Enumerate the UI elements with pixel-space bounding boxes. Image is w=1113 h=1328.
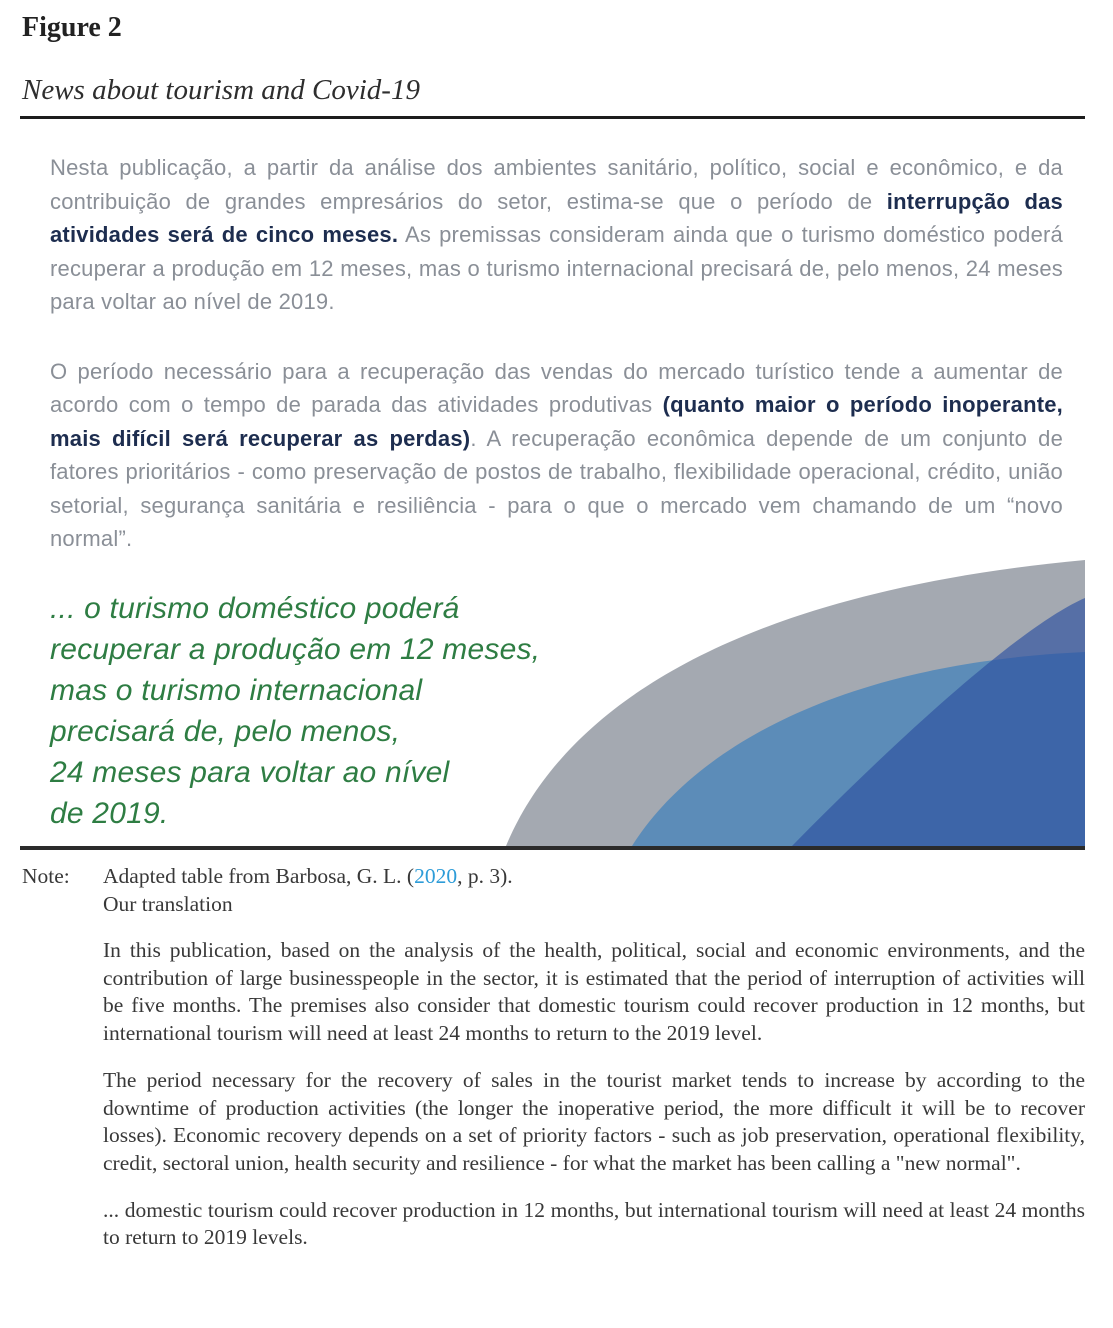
note-translation-row bbox=[0, 890, 1085, 918]
pull-quote-line: de 2019. bbox=[50, 796, 169, 830]
paragraph-2-text: O período necessário para a recuperação das vendas do mercado turístico tende a aumentar de acordo com o tempo de parada das atividades produtivas bbox=[50, 358, 1063, 417]
paragraph-1-text-after: As premissas consideram ainda que o turismo doméstico poderá recuperar a produção em 12 meses, mas o turismo internacional precisará de, pelo menos, 24 meses para voltar ao nível de 2019. bbox=[50, 222, 1063, 314]
pull-quote-line: recuperar a produção em 12 meses, bbox=[50, 632, 541, 666]
figure-label: Figure 2 bbox=[22, 12, 122, 43]
translation-paragraph-3: ... domestic tourism could recover production in 12 months, but international tourism will need at least 24 months to return to 2019 levels. bbox=[103, 1197, 1085, 1250]
figure-body bbox=[20, 119, 1085, 850]
translation-paragraph-1: In this publication, based on the analysis of the health, political, social and economic environments, and the contribution of large businesspeople in the sector, it is estimated that the period of interruption of activities will be five months. The premises also consider that domestic tourism could recover production in 12 months, but international tourism will need at least 24 months to return to the 2019 level. bbox=[103, 938, 1085, 1046]
portuguese-paragraph-2 bbox=[50, 319, 1063, 556]
paragraph-1-text: Nesta publicação, a partir da análise dos ambientes sanitário, político, social e econômico, e da contribuição de grandes empresários do setor, estima-se que o período de bbox=[50, 155, 1063, 214]
translation-paragraph-2: The period necessary for the recovery of sales in the tourist market tends to increase by according to the downtime of production activities (the longer the inoperative period, the more difficult it will be to recover losses). Economic recovery depends on a set of priority factors - such as job preservation, operational flexibility, credit, sectoral union, health security and resilience - for what the market has been calling a "new normal". bbox=[103, 1067, 1085, 1175]
citation-year-link[interactable]: 2020 bbox=[414, 864, 458, 888]
pull-quote bbox=[50, 588, 1063, 834]
citation-text-after: , p. 3). bbox=[457, 864, 513, 888]
note-citation bbox=[103, 862, 1085, 890]
pull-quote-line: mas o turismo internacional bbox=[50, 673, 423, 707]
note-label: Note: bbox=[22, 864, 70, 888]
paragraph-2-bold-text: (quanto maior o período inoperante, mais difícil será recuperar as perdas) bbox=[50, 392, 1063, 451]
note-section bbox=[0, 862, 1085, 1252]
citation-text: Adapted table from Barbosa, G. L. ( bbox=[103, 864, 415, 888]
pull-quote-line: ... o turismo doméstico poderá bbox=[50, 591, 460, 625]
paragraph-2-text-after: . A recuperação econômica depende de um conjunto de fatores prioritários - como preservação de postos de trabalho, flexibilidade operacional, crédito, união setorial, segurança sanitária e resiliência - para o que o mercado vem chamando de um “novo normal”. bbox=[50, 425, 1064, 551]
translation-label: Our translation bbox=[103, 892, 233, 916]
figure-title: News about tourism and Covid-19 bbox=[22, 74, 420, 106]
portuguese-paragraph-1 bbox=[50, 119, 1063, 319]
pull-quote-line: precisará de, pelo menos, bbox=[50, 714, 401, 748]
note-citation-row bbox=[0, 862, 1085, 890]
paragraph-1-bold-text: interrupção das atividades será de cinco meses. bbox=[50, 188, 1063, 247]
pull-quote-line: 24 meses para voltar ao nível bbox=[50, 755, 450, 789]
